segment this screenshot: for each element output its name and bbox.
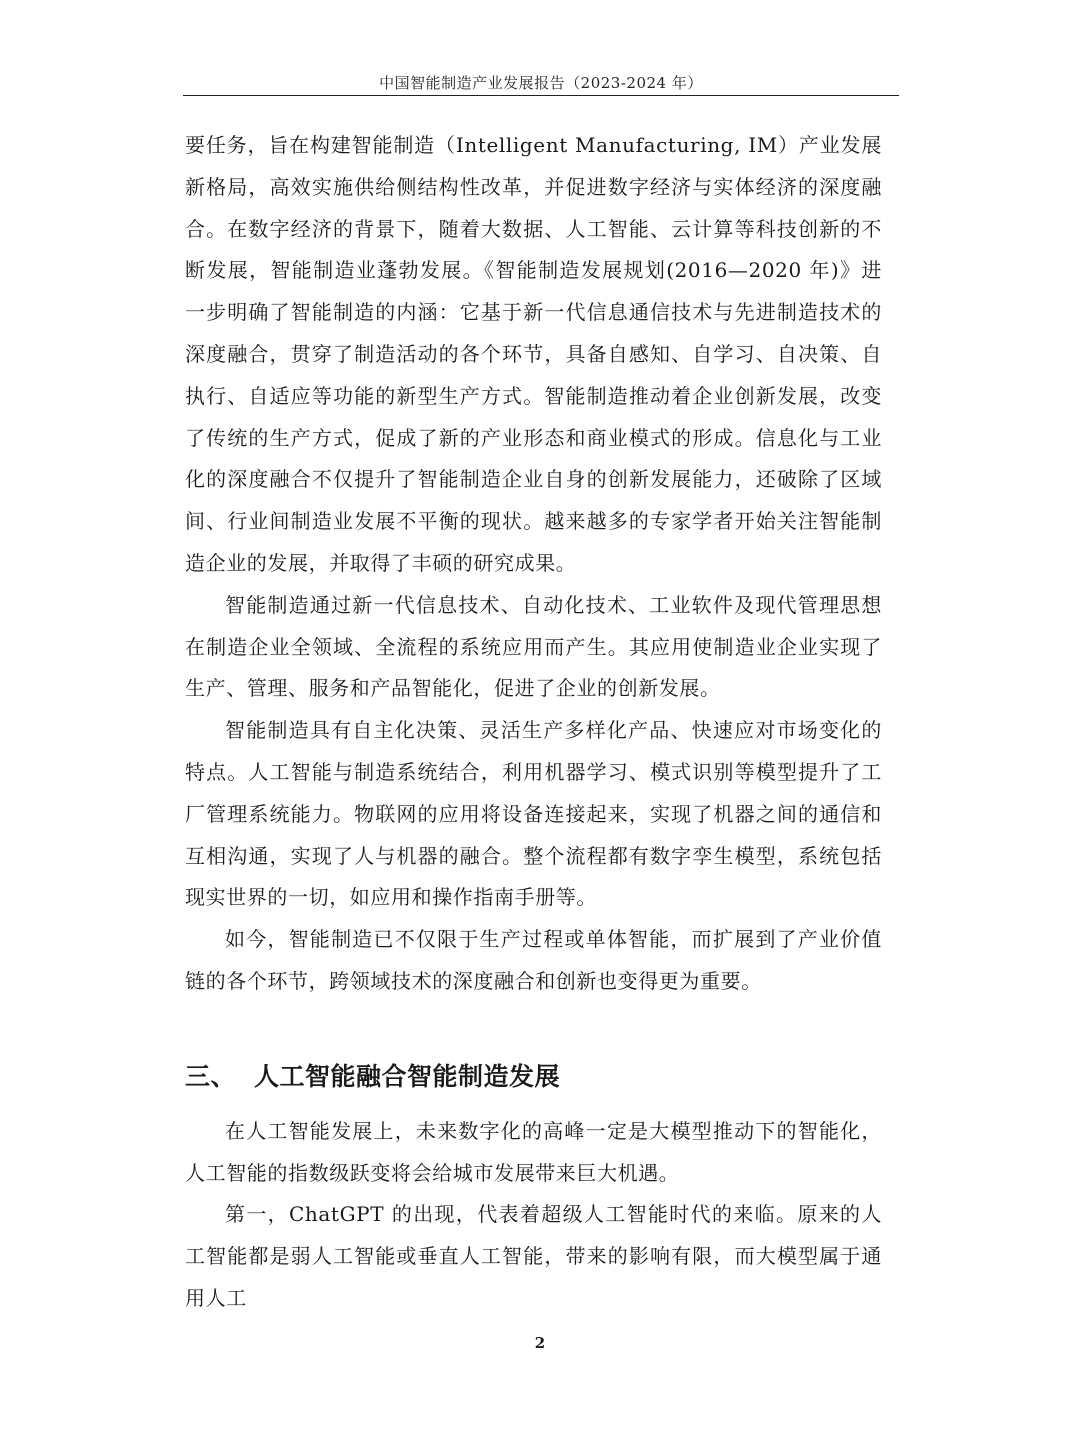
paragraph-2: 智能制造通过新一代信息技术、自动化技术、工业软件及现代管理思想在制造企业全领域、全流程的系统应用而产生。其应用使制造业企业实现了生产、管理、服务和产品智能化，促进了企业的创新发展。 bbox=[185, 592, 882, 701]
body-text bbox=[185, 125, 882, 1320]
running-header: 中国智能制造产业发展报告（2023-2024 年） bbox=[379, 74, 703, 92]
section-number: 三、 bbox=[185, 1061, 237, 1091]
paragraph-3: 智能制造具有自主化决策、灵活生产多样化产品、快速应对市场变化的特点。人工智能与制造系统结合，利用机器学习、模式识别等模型提升了工厂管理系统能力。物联网的应用将设备连接起来，实现了机器之间的通信和互相沟通，实现了人与机器的融合。整个流程都有数字孪生模型，系统包括现实世界的一切，如应用和操作指南手册等。 bbox=[185, 718, 882, 910]
paragraph-6: 第一，ChatGPT 的出现，代表着超级人工智能时代的来临。原来的人工智能都是弱人工智能或垂直人工智能，带来的影响有限，而大模型属于通用人工 bbox=[185, 1202, 882, 1310]
paragraph-1: 要任务，旨在构建智能制造（Intelligent Manufacturing, IM）产业发展新格局，高效实施供给侧结构性改革，并促进数字经济与实体经济的深度融合。在数字经济的背景下，随着大数据、人工智能、云计算等科技创新的不断发展，智能制造业蓬勃发展。《智能制造发展规划(2016—2020 年)》进一步明确了智能制造的内涵：它基于新一代信息通信技术与先进制造技术的深度融合，贯穿了制造活动的各个环节，具备自感知、自学习、自决策、自执行、自适应等功能的新型生产方式。智能制造推动着企业创新发展，改变了传统的生产方式，促成了新的产业形态和商业模式的形成。信息化与工业化的深度融合不仅提升了智能制造企业自身的创新发展能力，还破除了区域间、行业间制造业发展不平衡的现状。越来越多的专家学者开始关注智能制造企业的发展，并取得了丰硕的研究成果。 bbox=[185, 133, 882, 575]
section-heading bbox=[185, 1051, 882, 1103]
paragraph-4: 如今，智能制造已不仅限于生产过程或单体智能，而扩展到了产业价值链的各个环节，跨领域技术的深度融合和创新也变得更为重要。 bbox=[185, 927, 882, 993]
page-number: 2 bbox=[534, 1334, 546, 1352]
header-rule bbox=[183, 95, 899, 96]
paragraph-5: 在人工智能发展上，未来数字化的高峰一定是大模型推动下的智能化，人工智能的指数级跃变将会给城市发展带来巨大机遇。 bbox=[185, 1118, 882, 1185]
section-title: 人工智能融合智能制造发展 bbox=[254, 1061, 561, 1091]
